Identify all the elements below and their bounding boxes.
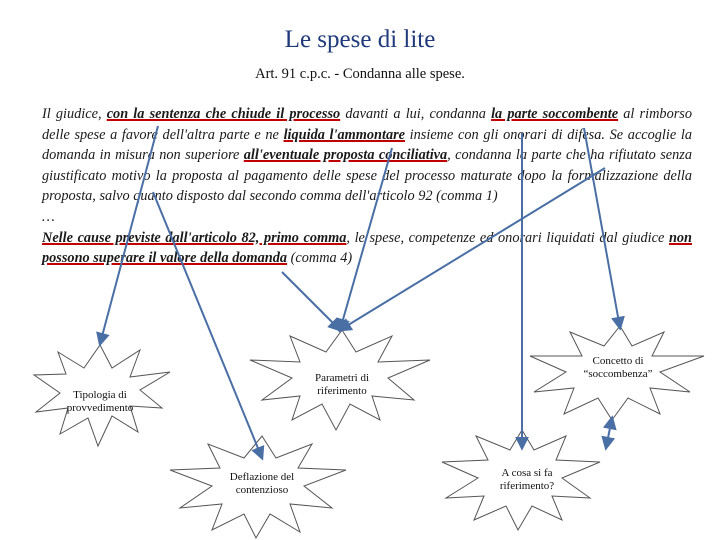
article-subtitle: Art. 91 c.p.c. - Condanna alle spese. (255, 66, 465, 82)
label-cosa: A cosa si fa riferimento? (499, 467, 555, 492)
underlined-phrase-sentenza: con la sentenza che chiude il processo (106, 106, 341, 122)
arrow-deflazione (153, 192, 262, 458)
label-concetto: Concetto di “soccombenza” (583, 355, 653, 380)
ellipsis: … (42, 208, 55, 225)
text-segment: Il giudice, (42, 106, 107, 122)
label-deflazione: Deflazione del contenzioso (229, 471, 295, 496)
text-segment: , le spese, competenze ed onorari liquidati dal giudice (346, 229, 669, 246)
underlined-phrase-proposta: all'eventuale proposta conciliativa (243, 147, 448, 164)
arrow-concetto (584, 128, 620, 328)
label-tipologia: Tipologia di provvedimento (66, 389, 134, 414)
text-segment: insieme con gli onorari di difesa. Se accoglie la domanda in misura non superiore (42, 126, 693, 164)
text-segment: davanti a lui, condanna (340, 106, 492, 122)
arrow-tipologia (100, 126, 158, 344)
label-parametri: Parametri di riferimento (314, 372, 370, 397)
page-title: Le spese di lite (284, 26, 436, 53)
arrow-parametri-cause (282, 272, 340, 330)
text-segment: (comma 4) (287, 250, 353, 267)
arrow-concetto-cosa (606, 418, 612, 448)
text-segment: , condanna la parte che ha rifiutato senza giustificato motivo la proposta al pagamento delle spese del processo maturate dopo la formalizzazione della proposta, salvo quanto disposto dal secondo comma dell'articolo 92 (comma 1) (42, 147, 692, 205)
underlined-phrase-soccombente: la parte soccombente (491, 106, 619, 122)
underlined-phrase-cause: Nelle cause previste dall'articolo 82, primo comma (42, 229, 347, 246)
underlined-phrase-liquida: liquida l'ammontare (283, 126, 406, 143)
underlined-phrase-valore: non possono superare il valore della domanda (42, 229, 692, 267)
text-segment: al rimborso delle spese a favore dell'altra parte e ne (42, 106, 692, 143)
